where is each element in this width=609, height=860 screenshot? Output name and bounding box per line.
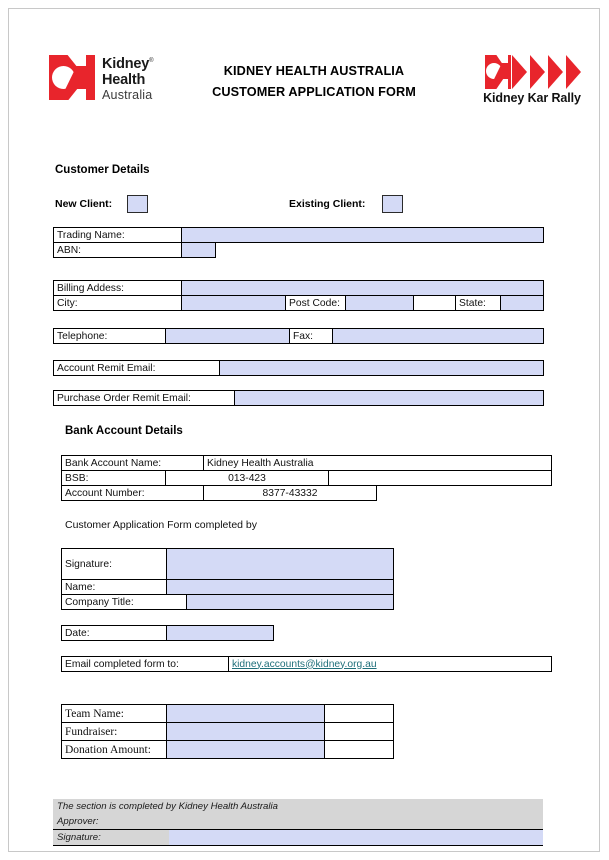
table-row (53, 814, 543, 830)
kha-logo-line3: Australia (102, 87, 153, 102)
email-form-table (61, 656, 552, 672)
table-row (54, 281, 544, 296)
table-row (54, 243, 544, 258)
table-row (62, 657, 552, 672)
table-row (53, 799, 543, 814)
fundraiser-input[interactable] (167, 723, 325, 741)
table-row (54, 361, 544, 376)
bank-account-table (61, 455, 552, 501)
table-row (62, 471, 552, 486)
table-row (62, 595, 394, 610)
kha-logo-line1: Kidney (102, 55, 150, 72)
fundraiser-trailing-cell (325, 723, 394, 741)
donation-amount-trailing-cell (325, 741, 394, 759)
fundraiser-label: Fundraiser: (62, 723, 167, 741)
office-use-notice: The section is completed by Kidney Health Australia (53, 799, 543, 814)
purchase-order-remit-email-input[interactable] (235, 391, 544, 406)
office-signature-input[interactable] (169, 830, 543, 846)
date-label: Date: (62, 626, 167, 641)
post-code-input[interactable] (346, 296, 414, 311)
signature-label: Signature: (62, 549, 167, 580)
name-input[interactable] (167, 580, 394, 595)
address-spacer-cell (414, 296, 456, 311)
bank-account-name-label: Bank Account Name: (62, 456, 204, 471)
kkr-chevron-icon (485, 55, 587, 89)
fax-input[interactable] (333, 329, 544, 344)
team-name-input[interactable] (167, 705, 325, 723)
purchase-order-remit-email-table (53, 390, 544, 406)
office-signature-label: Signature: (53, 830, 169, 846)
table-row (54, 329, 544, 344)
bsb-label: BSB: (62, 471, 166, 486)
bsb-value: 013-423 (166, 471, 329, 486)
table-row (54, 296, 544, 311)
page-title-line2: CUSTOMER APPLICATION FORM (212, 85, 416, 99)
table-row (54, 391, 544, 406)
bank-account-details-heading: Bank Account Details (65, 425, 183, 437)
table-row (62, 705, 394, 723)
bsb-trailing-cell (329, 471, 552, 486)
signature-input[interactable] (167, 549, 394, 580)
trading-name-input[interactable] (182, 228, 544, 243)
name-label: Name: (62, 580, 167, 595)
billing-address-label: Billing Addess: (54, 281, 182, 296)
city-input[interactable] (182, 296, 286, 311)
post-code-label: Post Code: (286, 296, 346, 311)
abn-input[interactable] (182, 243, 216, 258)
table-row (54, 228, 544, 243)
company-title-label: Company Title: (62, 595, 187, 610)
trading-name-label: Trading Name: (54, 228, 182, 243)
table-row (62, 580, 394, 595)
telephone-input[interactable] (166, 329, 290, 344)
team-name-label: Team Name: (62, 705, 167, 723)
document-page (8, 8, 600, 852)
address-table (53, 280, 544, 311)
table-row (62, 456, 552, 471)
office-use-table (53, 799, 543, 846)
account-remit-email-table (53, 360, 544, 376)
document-header (9, 43, 599, 115)
existing-client-label: Existing Client: (289, 198, 366, 210)
kidney-kar-rally-logo (477, 55, 587, 105)
date-table (61, 625, 274, 641)
city-label: City: (54, 296, 182, 311)
bank-account-name-value: Kidney Health Australia (204, 456, 552, 471)
telephone-fax-table (53, 328, 544, 344)
account-remit-email-input[interactable] (220, 361, 544, 376)
kidney-accounts-email-link[interactable]: kidney.accounts@kidney.org.au (232, 658, 377, 670)
completed-by-heading: Customer Application Form completed by (65, 519, 257, 531)
team-details-table (61, 704, 394, 759)
account-remit-email-label: Account Remit Email: (54, 361, 220, 376)
telephone-label: Telephone: (54, 329, 166, 344)
table-row (62, 741, 394, 759)
customer-details-heading: Customer Details (55, 164, 150, 176)
state-input[interactable] (501, 296, 544, 311)
table-row (62, 486, 552, 501)
table-row (53, 830, 543, 846)
donation-amount-label: Donation Amount: (62, 741, 167, 759)
company-title-input[interactable] (187, 595, 394, 610)
table-row (62, 723, 394, 741)
new-client-label: New Client: (55, 198, 113, 210)
account-number-value: 8377-43332 (204, 486, 377, 501)
table-row (62, 549, 394, 580)
registered-mark-icon: ® (149, 58, 154, 64)
email-form-label: Email completed form to: (62, 657, 229, 672)
donation-amount-input[interactable] (167, 741, 325, 759)
kha-logo-line2: Health (102, 71, 146, 88)
kha-k-mark-icon (49, 55, 95, 100)
new-client-checkbox[interactable] (127, 195, 148, 213)
page-title (179, 61, 449, 103)
purchase-order-remit-email-label: Purchase Order Remit Email: (54, 391, 235, 406)
state-label: State: (456, 296, 501, 311)
existing-client-checkbox[interactable] (382, 195, 403, 213)
abn-label: ABN: (54, 243, 182, 258)
account-number-label: Account Number: (62, 486, 204, 501)
page-title-line1: KIDNEY HEALTH AUSTRALIA (223, 64, 405, 78)
trading-name-abn-table (53, 227, 544, 258)
kkr-logo-text: Kidney Kar Rally (483, 91, 581, 105)
date-input[interactable] (167, 626, 274, 641)
fax-label: Fax: (290, 329, 333, 344)
approver-label: Approver: (53, 814, 169, 830)
team-name-trailing-cell (325, 705, 394, 723)
billing-address-input[interactable] (182, 281, 544, 296)
completed-by-table (61, 548, 394, 610)
approver-input[interactable] (169, 814, 543, 830)
table-row (62, 626, 274, 641)
